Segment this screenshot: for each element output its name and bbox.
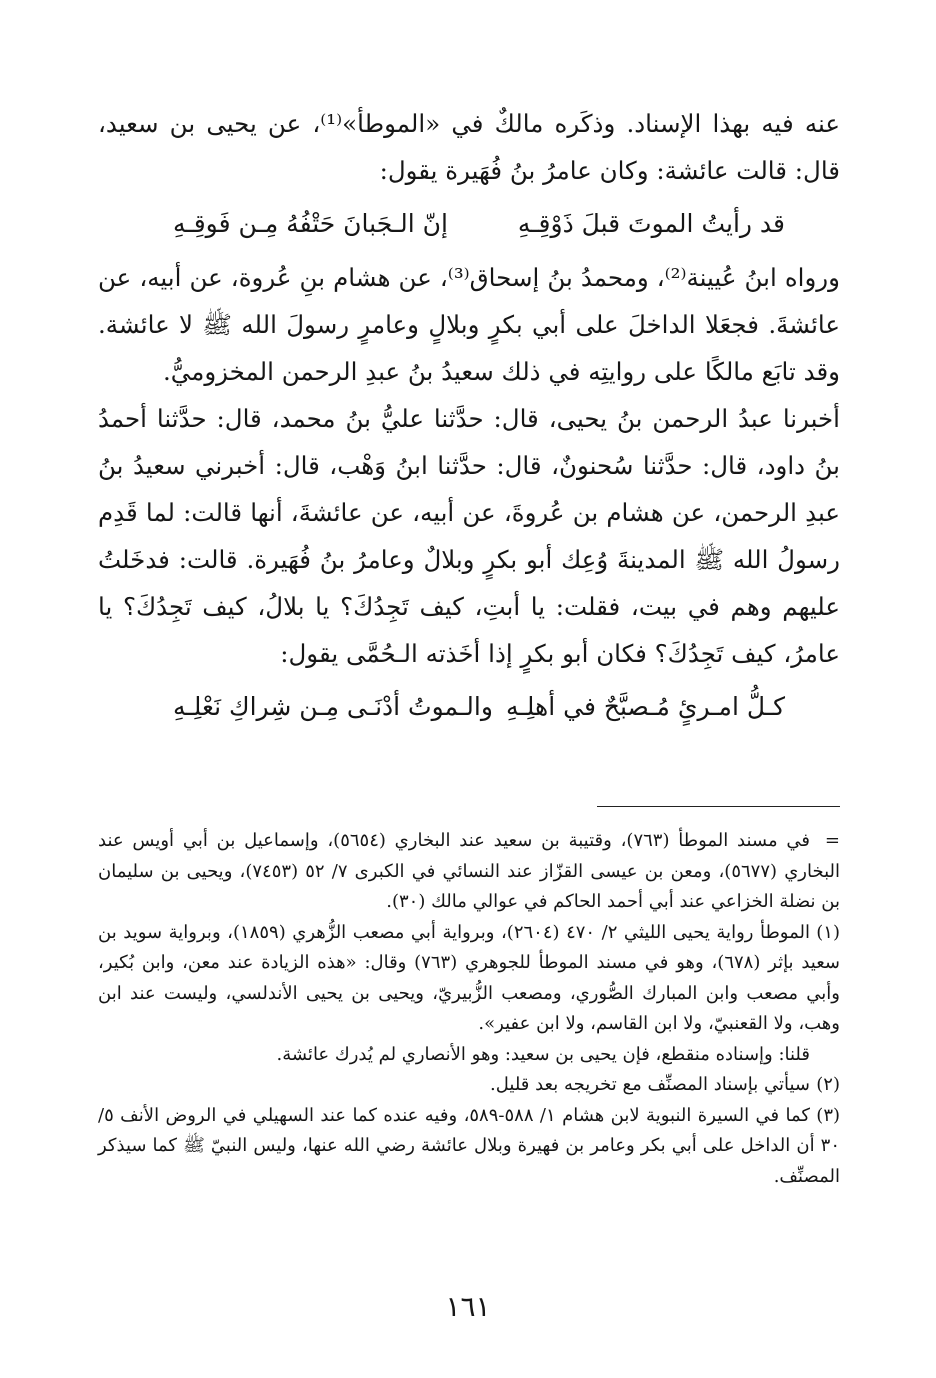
verse-2-first-hemistich: كـلُّ امـرئٍ مُـصبَّحٌ في أهلِـهِ — [506, 692, 785, 721]
footnote-text: الموطأ رواية يحيى الليثي ٢/ ٤٧٠ (٢٦٠٤)، وبرواية أبي مصعب الزُّهري (١٨٥٩)، وبرواية سويد بن سعيد بإثر (٦٧٨)، وهو في مسند الموطأ للجوهري (٧٦٣) وقال: «هذه الزيادة عند معن، وابن بُكير، وأبي مصعب وابن المبارك الصُّوري، ومصعب الزُّبيريّ، ويحيى بن يحيى الأندلسي، وليست عند ابن وهب، ولا القعنبيّ، ولا ابن القاسم، ولا ابن عفير». — [98, 921, 841, 1034]
footnote-2 — [98, 1070, 840, 1101]
footnotes — [98, 826, 840, 1192]
poetry-verse-1 — [98, 194, 840, 254]
footnote-continuation — [98, 826, 840, 918]
footnote-3 — [98, 1101, 840, 1193]
page-number: ١٦١ — [445, 1290, 491, 1323]
footnote-text: سيأتي بإسناد المصنِّف مع تخريجه بعد قليل. — [490, 1074, 810, 1095]
paragraph-3: أخبرنا عبدُ الرحمن بنُ يحيى، قال: حدَّثنا عليُّ بنُ محمد، قال: حدَّثنا أحمدُ بنُ داود، قال: حدَّثنا سُحنونٌ، قال: حدَّثنا ابنُ وَهْب، قال: أخبرني سعيدُ بنُ عبدِ الرحمن، عن هشام بن عُروةَ، عن أبيه، عن عائشةَ، أنها قالت: لما قَدِم رسولُ الله ﷺ المدينةَ وُعِك أبو بكرٍ وبلالٌ وعامرُ بنُ فُهَيرة. قالت: فدخَلتُ عليهم وهم في بيت، فقلت: يا أبتِ، كيف تَجِدُكَ؟ يا بلالُ، كيف تَجِدُكَ؟ يا عامرُ، كيف تَجِدُكَ؟ فكان أبو بكرٍ إذا أخَذته الـحُمَّى يقول: — [98, 404, 840, 668]
poetry-verse-2 — [98, 677, 840, 737]
footnote-text: كما في السيرة النبوية لابن هشام ١/ ٥٨٨-٥٨٩، وفيه عنده كما عند السهيلي في الروض الأنف ٥/ ٣٠ أن الداخل على أبي بكر وعامر بن فهيرة وبلال عائشة رضي الله عنها، وليس النبيّ ﷺ كما سيذكر المصنِّف. — [98, 1104, 840, 1187]
paragraph-2: ورواه ابنُ عُيينة⁽²⁾، ومحمدُ بنُ إسحاق⁽³⁾، عن هشام بنِ عُروة، عن أبيه، عن عائشةَ. فجعَلا الداخلَ على أبي بكرٍ وبلالٍ وعامرٍ رسولَ الله ﷺ لا عائشة. وقد تابَع مالكًا على روايتِه في ذلك سعيدُ بنُ عبدِ الرحمن المخزوميُّ. — [98, 263, 840, 386]
verse-1-first-hemistich: قد رأيتُ الموتَ قبلَ ذَوْقِـهِ — [517, 209, 785, 238]
main-text — [98, 100, 840, 737]
footnote-marker: (٣) — [816, 1104, 841, 1126]
footnote-marker: (١) — [816, 921, 840, 943]
footnote-separator — [597, 806, 840, 807]
footnote-text: في مسند الموطأ (٧٦٣)، وقتيبة بن سعيد عند البخاري (٥٦٥٤)، وإسماعيل بن أبي أويس عند البخاري (٥٦٧٧)، ومعن بن عيسى القزّاز عند النسائي في الكبرى ٧/ ٥٢ (٧٤٥٣)، ويحيى بن سليمان بن نضلة الخزاعي عند أبي أحمد الحاكم في عوالي مالك (٣٠). — [98, 830, 840, 912]
verse-1-second-hemistich: إنّ الـجَبانَ حَتْفُهُ مِـن فَوقِـهِ — [173, 209, 448, 238]
footnote-marker: = — [824, 830, 840, 851]
verse-2-second-hemistich: والـموتُ أدْنَـى مِـن شِراكِ نَعْلِـهِ — [173, 692, 493, 721]
footnote-1-comment: قلنا: وإسناده منقطع، فإن يحيى بن سعيد: وهو الأنصاري لم يُدرك عائشة. — [276, 1043, 810, 1065]
paragraph-1: عنه فيه بهذا الإسناد. وذكَره مالكٌ في «الموطأ»⁽¹⁾، عن يحيى بن سعيد، قال: قالت عائشة: وكان عامرُ بنُ فُهَيرة يقول: — [98, 109, 840, 185]
footnote-marker: (٢) — [816, 1074, 840, 1095]
footnote-1 — [98, 918, 840, 1071]
